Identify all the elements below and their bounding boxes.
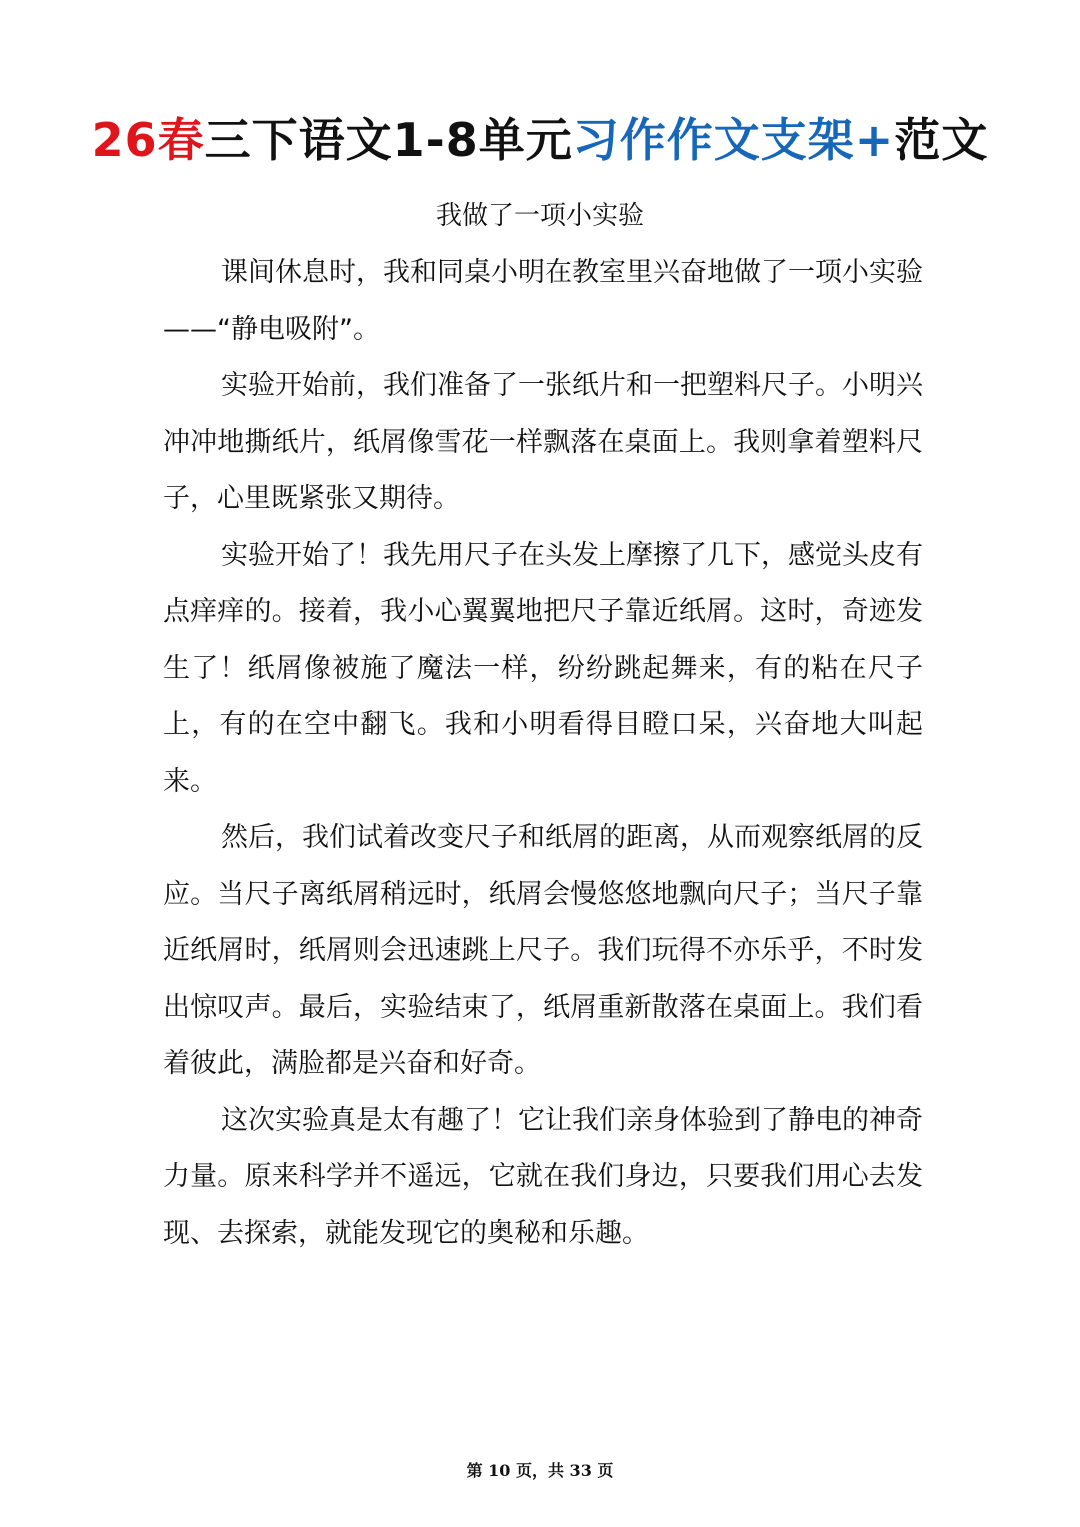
page-number-footer: 第 10 页，共 33 页 [466, 1461, 614, 1480]
essay-paragraph-4: 然后，我们试着改变尺子和纸屑的距离，从而观察纸屑的反应。当尺子离纸屑稍远时，纸屑会慢悠悠地飘向尺子；当尺子靠近纸屑时，纸屑则会迅速跳上尺子。我们玩得不亦乐乎，不时发出惊叹声。最后，实验结束了，纸屑重新散落在桌面上。我们看着彼此，满脸都是兴奋和好奇。 [163, 822, 923, 1079]
banner-title-end-part: 范文 [894, 113, 989, 167]
banner-title-blue-part: 习作作文支架+ [572, 113, 895, 167]
essay-body [163, 245, 923, 1262]
document-banner-title [0, 108, 1080, 172]
essay-paragraph-3: 实验开始了！我先用尺子在头发上摩擦了几下，感觉头皮有点痒痒的。接着，我小心翼翼地把尺子靠近纸屑。这时，奇迹发生了！纸屑像被施了魔法一样，纷纷跳起舞来，有的粘在尺子上，有的在空中翻飞。我和小明看得目瞪口呆，兴奋地大叫起来。 [163, 539, 923, 797]
essay-paragraph-5: 这次实验真是太有趣了！它让我们亲身体验到了静电的神奇力量。原来科学并不遥远，它就在我们身边，只要我们用心去发现、去探索，就能发现它的奥秘和乐趣。 [163, 1104, 923, 1249]
banner-title-red-part: 26春 [91, 113, 205, 167]
essay-title: 我做了一项小实验 [435, 201, 644, 231]
essay-paragraph-2: 实验开始前，我们准备了一张纸片和一把塑料尺子。小明兴冲冲地撕纸片，纸屑像雪花一样飘落在桌面上。我则拿着塑料尺子，心里既紧张又期待。 [163, 370, 923, 514]
essay-paragraph-1: 课间休息时，我和同桌小明在教室里兴奋地做了一项小实验——“静电吸附”。 [163, 257, 923, 345]
banner-title-black-part: 三下语文1-8单元 [204, 113, 573, 167]
